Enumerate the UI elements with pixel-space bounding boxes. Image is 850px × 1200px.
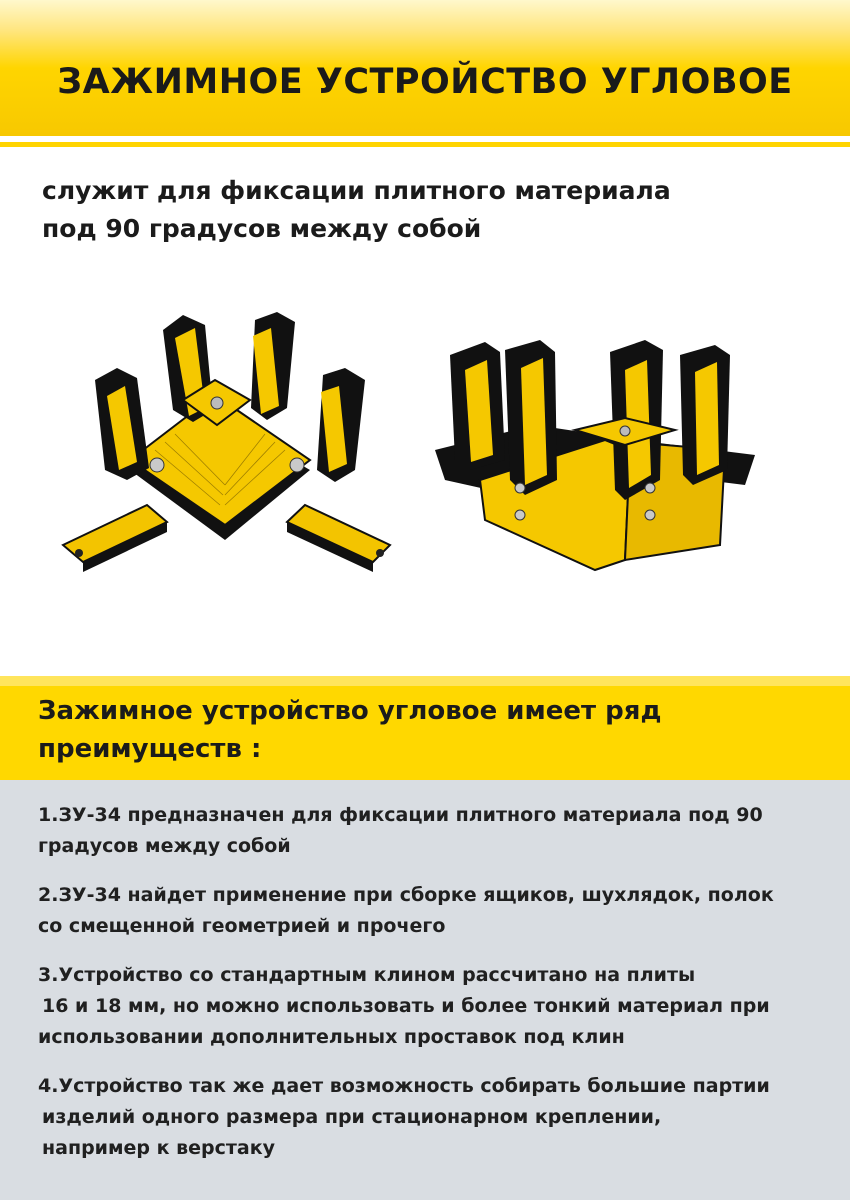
benefit-3-line-2: 16 и 18 мм, но можно использовать и более тонкий материал при	[42, 995, 770, 1017]
benefit-2-line-1: 2.ЗУ-34 найдет применение при сборке ящиков, шухлядок, полок	[38, 884, 774, 906]
clamp-photo-side-view	[425, 330, 765, 580]
benefit-item-1	[38, 800, 818, 862]
benefit-item-3	[38, 960, 818, 1053]
benefits-title-line-2: преимуществ :	[38, 734, 262, 764]
benefit-4-line-2: изделий одного размера при стационарном креплении,	[42, 1106, 662, 1128]
clamp-photo-top-view	[55, 300, 405, 590]
benefits-title-line-1: Зажимное устройство угловое имеет ряд	[38, 696, 662, 726]
benefit-3-line-1: 3.Устройство со стандартным клином рассчитано на плиты	[38, 964, 696, 986]
benefits-title	[38, 692, 818, 768]
header-divider	[0, 142, 850, 147]
benefit-4-line-3: например к верстаку	[42, 1137, 276, 1159]
intro-line-1: служит для фиксации плитного материала	[42, 176, 671, 205]
benefit-1-line-2: градусов между собой	[38, 835, 291, 857]
intro-line-2: под 90 градусов между собой	[42, 214, 482, 243]
benefit-3-line-3: использовании дополнительных проставок под клин	[38, 1026, 625, 1048]
benefit-1-line-1: 1.ЗУ-34 предназначен для фиксации плитного материала под 90	[38, 804, 763, 826]
page-title: ЗАЖИМНОЕ УСТРОЙСТВО УГЛОВОЕ	[57, 62, 793, 102]
benefit-4-line-1: 4.Устройство так же дает возможность собирать большие партии	[38, 1075, 770, 1097]
benefit-item-4	[38, 1071, 818, 1164]
benefits-band-highlight	[0, 676, 850, 686]
benefit-item-2	[38, 880, 818, 942]
benefit-2-line-2: со смещенной геометрией и прочего	[38, 915, 446, 937]
intro-text	[42, 172, 822, 248]
